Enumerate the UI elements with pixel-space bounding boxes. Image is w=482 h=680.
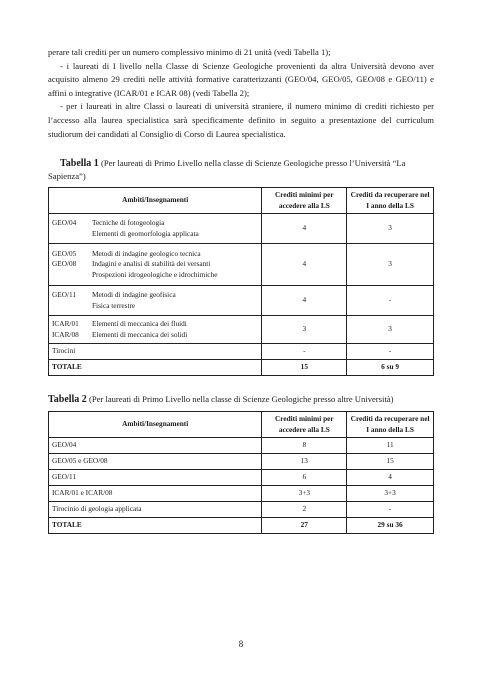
- recover-credits: 3+3: [347, 486, 434, 502]
- total-min: 27: [262, 518, 347, 534]
- total-rec: 29 su 36: [347, 518, 434, 534]
- code: GEO/04: [52, 218, 77, 228]
- course: Fisica terrestre: [92, 300, 136, 310]
- table-row: [49, 286, 434, 316]
- paragraph-2: [48, 60, 434, 101]
- row-label: ICAR/01 e ICAR/08: [49, 486, 262, 502]
- recover-credits: -: [347, 502, 434, 518]
- recover-credits: 3: [347, 214, 434, 244]
- table1: [48, 187, 434, 376]
- min-credits: 2: [262, 502, 347, 518]
- table1-caption-text: (Per laureati di Primo Livello nella classe di Scienze Geologiche presso l’Università “La Sapienza”): [48, 158, 406, 182]
- min-credits: -: [262, 344, 347, 360]
- course: Prospezioni idrogeologiche e idrochimiche: [92, 269, 218, 279]
- course: Metodi di indagine geologico tecnica: [92, 248, 201, 258]
- course: Tecniche di fotogeologia: [92, 218, 165, 228]
- table1-header-min: Crediti minimi per accedere alla LS: [262, 188, 347, 214]
- table1-total-row: [49, 360, 434, 376]
- min-credits: 3: [262, 316, 347, 344]
- course: Metodi di indagine geofisica: [92, 290, 176, 300]
- course: Elementi di meccanica dei solidi: [92, 329, 188, 339]
- recover-credits: -: [347, 344, 434, 360]
- code: GEO/08: [52, 259, 77, 269]
- table-row: [49, 454, 434, 470]
- row-ambiti: [49, 244, 262, 286]
- code: GEO/11: [52, 290, 77, 300]
- course: Elementi di meccanica dei fluidi: [92, 319, 187, 329]
- table2-caption-text: (Per laureati di Primo Livello nella classe di Scienze Geologiche presso altre Università): [88, 394, 394, 405]
- min-credits: 6: [262, 470, 347, 486]
- min-credits: 13: [262, 454, 347, 470]
- row-label: GEO/11: [49, 470, 262, 486]
- code: ICAR/08: [52, 329, 79, 339]
- table1-title: Tabella 1: [60, 158, 99, 170]
- row-ambiti: Tirocini: [49, 344, 262, 360]
- table-row: [49, 470, 434, 486]
- total-rec: 6 su 9: [347, 360, 434, 376]
- table1-header-row: [49, 188, 434, 214]
- table1-header-ambiti: Ambiti/Insegnamenti: [49, 188, 262, 214]
- course: Elementi di geomorfologia applicata: [92, 228, 199, 238]
- code: GEO/05: [52, 248, 77, 258]
- total-label: TOTALE: [49, 360, 262, 376]
- table1-header-rec: Crediti da recuperare nel I anno della LS: [347, 188, 434, 214]
- table2-header-min: Crediti minimi per accedere alla LS: [262, 412, 347, 438]
- row-label: GEO/04: [49, 438, 262, 454]
- recover-credits: 3: [347, 244, 434, 286]
- recover-credits: -: [347, 286, 434, 316]
- page-number: 8: [238, 639, 244, 649]
- table1-caption: [48, 157, 434, 182]
- recover-credits: 15: [347, 454, 434, 470]
- recover-credits: 3: [347, 316, 434, 344]
- table2-header-row: [49, 412, 434, 438]
- code: ICAR/01: [52, 319, 79, 329]
- paragraph-3-text: - per i laureati in altre Classi o laureati di università straniere, il numero minimo di crediti richiesto per l’accesso alla laurea specialistica sarà specificamente definito in seguito a presentazione del curriculum studiorum dei candidati al Consiglio di Corso di Laurea specialistica.: [48, 101, 434, 139]
- min-credits: 8: [262, 438, 347, 454]
- min-credits: 4: [262, 214, 347, 244]
- table2-total-row: [49, 518, 434, 534]
- table-row: [49, 502, 434, 518]
- table-row: [49, 438, 434, 454]
- paragraph-2-text: - i laureati di I livello nella Classe di Scienze Geologiche provenienti da altra Università devono aver acquisito almeno 29 crediti nelle attività formative caratterizzanti (GEO/04, GEO/05, GEO/08 e GEO/11) e affini o integrative (ICAR/01 e ICAR 08) (vedi Tabella 2);: [48, 60, 434, 98]
- table-row: [49, 344, 434, 360]
- table2-header-rec: Crediti da recuperare nel I anno della LS: [347, 412, 434, 438]
- row-label: Tirocinio di geologia applicata: [49, 502, 262, 518]
- table2: [48, 411, 434, 534]
- total-min: 15: [262, 360, 347, 376]
- table2-title: Tabella 2: [48, 394, 87, 406]
- document-page: [48, 46, 434, 534]
- total-label: TOTALE: [49, 518, 262, 534]
- row-ambiti: [49, 214, 262, 244]
- paragraph-3: [48, 100, 434, 141]
- min-credits: 4: [262, 244, 347, 286]
- row-ambiti: [49, 286, 262, 316]
- row-label: GEO/05 e GEO/08: [49, 454, 262, 470]
- min-credits: 3+3: [262, 486, 347, 502]
- row-ambiti: [49, 316, 262, 344]
- table2-header-ambiti: Ambiti/Insegnamenti: [49, 412, 262, 438]
- table-row: [49, 486, 434, 502]
- course: Indagini e analisi di stabilità dei versanti: [92, 259, 211, 269]
- table-row: [49, 244, 434, 286]
- table-row: [49, 316, 434, 344]
- recover-credits: 11: [347, 438, 434, 454]
- table-row: [49, 214, 434, 244]
- min-credits: 4: [262, 286, 347, 316]
- paragraph-1: perare tali crediti per un numero complessivo minimo di 21 unità (vedi Tabella 1);: [48, 47, 331, 57]
- recover-credits: 4: [347, 470, 434, 486]
- table2-caption: [48, 393, 434, 406]
